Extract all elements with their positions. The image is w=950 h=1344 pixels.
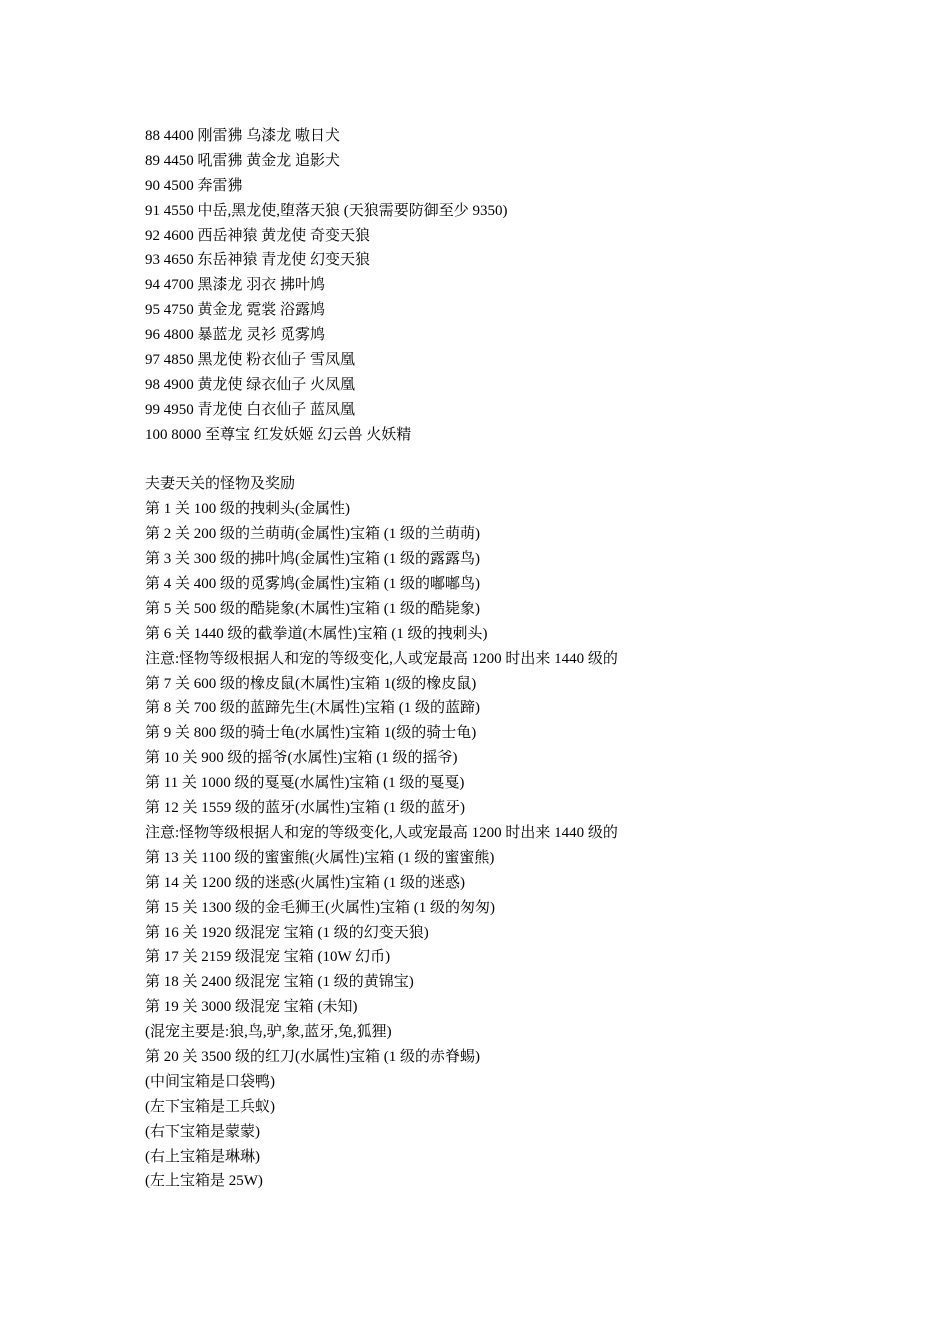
level-row-96: 96 4800 暴蓝龙 灵衫 觅雾鸠	[145, 327, 326, 344]
level-row-91: 91 4550 中岳,黑龙使,堕落天狼 (天狼需要防御至少 9350)	[145, 202, 508, 219]
level-row-89: 89 4450 吼雷狒 黄金龙 追影犬	[145, 152, 341, 169]
note-line: (右下宝箱是蒙蒙)	[145, 1123, 260, 1140]
level-row-92: 92 4600 西岳神猿 黄龙使 奇变天狼	[145, 227, 371, 244]
stage-line: 第 3 关 300 级的拂叶鸠(金属性)宝箱 (1 级的露露鸟)	[145, 551, 480, 568]
level-row-90: 90 4500 奔雷狒	[145, 177, 243, 194]
stage-line: 第 9 关 800 级的骑士龟(水属性)宝箱 1(级的骑士龟)	[145, 725, 477, 742]
level-row-98: 98 4900 黄龙使 绿衣仙子 火凤凰	[145, 376, 356, 393]
note-line: (中间宝箱是口袋鸭)	[145, 1073, 275, 1090]
level-row-88: 88 4400 刚雷狒 乌漆龙 嗷日犬	[145, 128, 341, 144]
stage-list	[145, 497, 905, 1194]
note-line: (混宠主要是:狼,鸟,驴,象,蓝牙,兔,狐狸)	[145, 1024, 392, 1041]
stage-line: 第 16 关 1920 级混宠 宝箱 (1 级的幻变天狼)	[145, 924, 429, 941]
stage-line: 第 14 关 1200 级的迷惑(火属性)宝箱 (1 级的迷惑)	[145, 874, 465, 891]
stage-line: 第 8 关 700 级的蓝蹄先生(木属性)宝箱 (1 级的蓝蹄)	[145, 700, 480, 717]
note-line: (左上宝箱是 25W)	[145, 1173, 263, 1190]
stage-line: 第 17 关 2159 级混宠 宝箱 (10W 幻币)	[145, 949, 391, 966]
stage-line: 第 20 关 3500 级的红刀(水属性)宝箱 (1 级的赤脊蜴)	[145, 1048, 480, 1065]
paragraph-gap	[145, 448, 905, 473]
level-table	[145, 124, 905, 448]
note-line: (左下宝箱是工兵蚁)	[145, 1098, 275, 1115]
stage-line: 第 15 关 1300 级的金毛狮王(火属性)宝箱 (1 级的匆匆)	[145, 899, 495, 916]
note-line: 注意:怪物等级根据人和宠的等级变化,人或宠最高 1200 时出来 1440 级的	[145, 824, 618, 841]
level-row-99: 99 4950 青龙使 白衣仙子 蓝凤凰	[145, 401, 356, 418]
stage-line: 第 6 关 1440 级的截拳道(木属性)宝箱 (1 级的拽刺头)	[145, 625, 488, 642]
stage-line: 第 18 关 2400 级混宠 宝箱 (1 级的黄锦宝)	[145, 974, 414, 991]
stage-line: 第 5 关 500 级的酷毙象(木属性)宝箱 (1 级的酷毙象)	[145, 600, 480, 617]
stage-line: 第 11 关 1000 级的戛戛(水属性)宝箱 (1 级的戛戛)	[145, 775, 465, 792]
stage-line: 第 19 关 3000 级混宠 宝箱 (未知)	[145, 999, 358, 1016]
level-row-95: 95 4750 黄金龙 霓裳 浴露鸠	[145, 302, 326, 319]
note-line: 注意:怪物等级根据人和宠的等级变化,人或宠最高 1200 时出来 1440 级的	[145, 650, 618, 667]
stage-line: 第 7 关 600 级的橡皮鼠(木属性)宝箱 1(级的橡皮鼠)	[145, 675, 477, 692]
stage-line: 第 2 关 200 级的兰萌萌(金属性)宝箱 (1 级的兰萌萌)	[145, 526, 480, 543]
level-row-100: 100 8000 至尊宝 红发妖姬 幻云兽 火妖精	[145, 426, 412, 443]
level-row-93: 93 4650 东岳神猿 青龙使 幻变天狼	[145, 252, 371, 269]
level-row-94: 94 4700 黑漆龙 羽衣 拂叶鸠	[145, 277, 326, 294]
stage-line: 第 10 关 900 级的摇爷(水属性)宝箱 (1 级的摇爷)	[145, 750, 458, 767]
note-line: (右上宝箱是琳琳)	[145, 1148, 260, 1165]
section-title: 夫妻天关的怪物及奖励	[145, 476, 296, 493]
stage-line: 第 1 关 100 级的拽刺头(金属性)	[145, 501, 350, 518]
stage-line: 第 12 关 1559 级的蓝牙(水属性)宝箱 (1 级的蓝牙)	[145, 800, 465, 817]
level-row-97: 97 4850 黑龙使 粉衣仙子 雪凤凰	[145, 352, 356, 369]
stage-line: 第 4 关 400 级的觅雾鸠(金属性)宝箱 (1 级的嘟嘟鸟)	[145, 576, 480, 593]
document-page	[145, 124, 905, 1194]
stage-line: 第 13 关 1100 级的蜜蜜熊(火属性)宝箱 (1 级的蜜蜜熊)	[145, 849, 495, 866]
